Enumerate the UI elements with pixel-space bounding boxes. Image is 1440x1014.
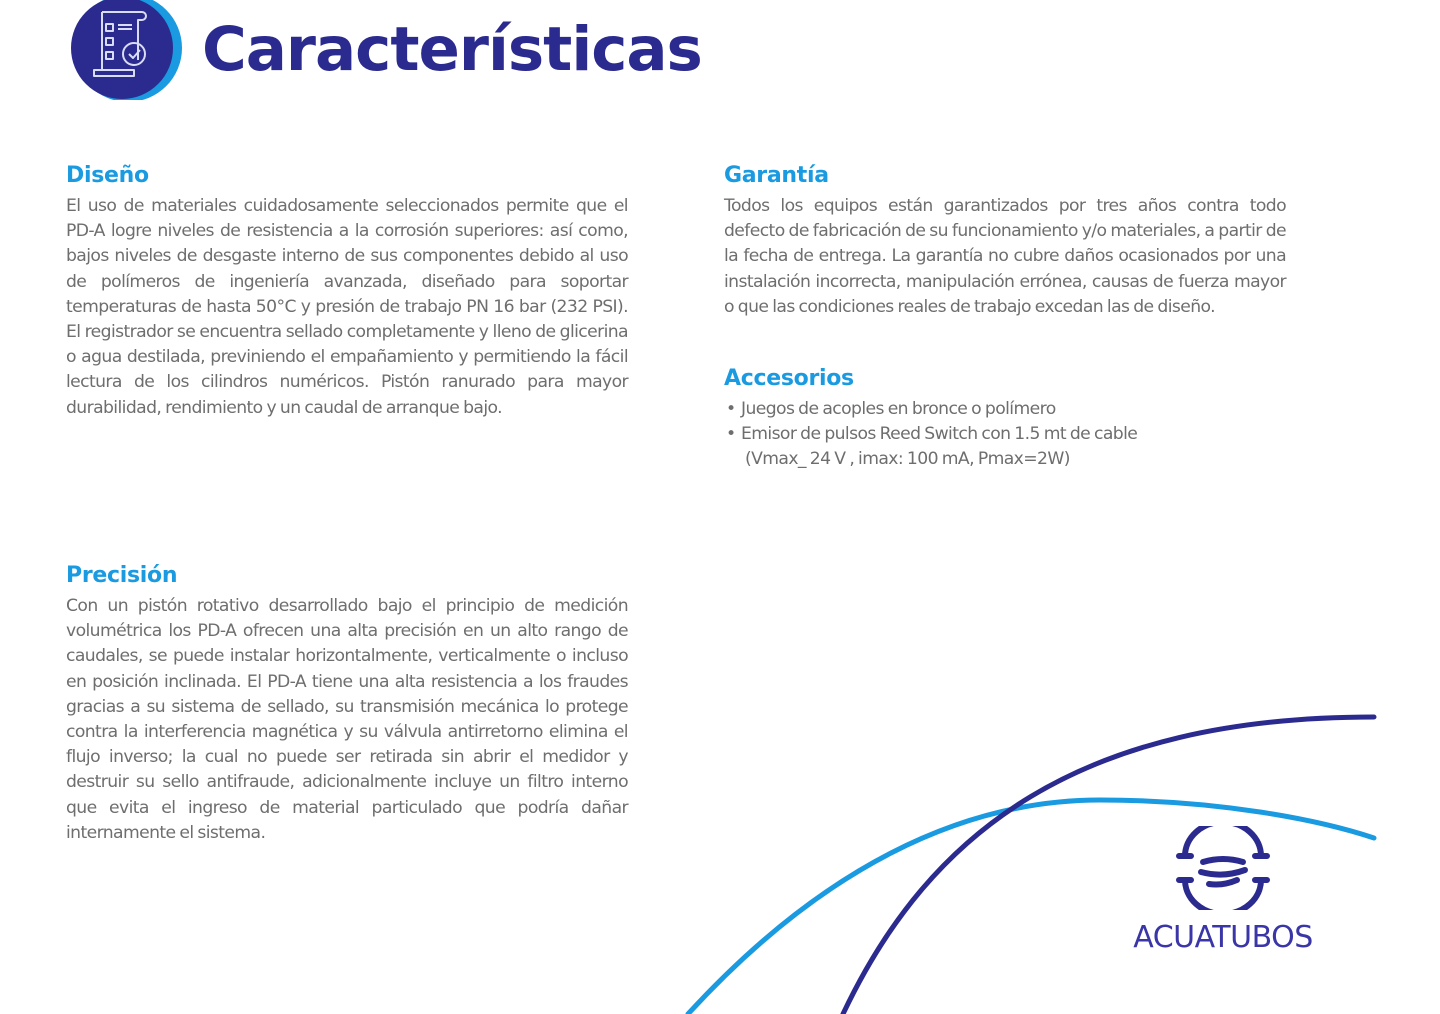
brand-name: ACUATUBOS — [1133, 920, 1313, 955]
section-heading-garantia: Garantía — [724, 163, 829, 188]
list-item-continuation: (Vmax_ 24 V , imax: 100 mA, Pmax=2W) — [745, 449, 1070, 470]
accessories-list — [724, 397, 1284, 473]
section-accesorios — [724, 365, 1284, 473]
section-body-precision: Con un pistón rotativo desarrollado bajo el principio de medición volumétrica los PD-A ofrecen una alta precisión en un alto rango de caudales, se puede instalar horizontalmente, verticalmente o incluso en posición inclinada. El PD-A tiene una alta resistencia a los fraudes gracias a su sistema de sellado, su transmisión mecánica lo protege contra la interferencia magnética y su válvula antirretorno elimina el flujo inverso; la cual no puede ser retirada sin abrir el medidor y destruir su sello antifraude, adicionalmente incluye un filtro interno que evita el ingreso de material particulado que podría dañar internamente el sistema. — [66, 596, 628, 843]
section-precision — [66, 562, 628, 846]
brand-logo — [1118, 826, 1328, 956]
bullet-icon: • — [726, 424, 736, 445]
section-diseno — [66, 162, 628, 421]
section-body-diseno: El uso de materiales cuidadosamente seleccionados permite que el PD-A logre niveles de resistencia a la corrosión superiores: así como, bajos niveles de desgaste interno de sus componentes debido al uso de polímeros de ingeniería avanzada, diseñado para soportar temperaturas de hasta 50°C y presión de trabajo PN 16 bar (232 PSI). El registrador se encuentra sellado completamente y lleno de glicerina o agua destilada, previniendo el empañamiento y permitiendo la fácil lectura de los cilindros numéricos. Pistón ranurado para mayor durabilidad, rendimiento y un caudal de arranque bajo. — [66, 196, 628, 418]
bullet-icon: • — [726, 399, 736, 419]
list-item — [724, 422, 1284, 472]
section-body-garantia: Todos los equipos están garantizados por tres años contra todo defecto de fabricación de su funcionamiento y/o materiales, a partir de la fecha de entrega. La garantía no cubre daños ocasionados por una instalación incorrecta, manipulación errónea, causas de fuerza mayor o que las condiciones reales de trabajo excedan las de diseño. — [724, 196, 1286, 317]
list-item-text: Emisor de pulsos Reed Switch con 1.5 mt de cable — [741, 424, 1138, 445]
list-item — [724, 397, 1284, 422]
section-heading-precision: Precisión — [66, 563, 178, 588]
section-heading-accesorios: Accesorios — [724, 366, 854, 391]
section-garantia — [724, 162, 1286, 320]
list-item-text: Juegos de acoples en bronce o polímero — [741, 399, 1056, 419]
section-heading-diseno: Diseño — [66, 163, 149, 188]
page-title: Características — [202, 14, 702, 85]
checklist-document-icon — [66, 0, 186, 100]
acuatubos-logo-icon — [1175, 826, 1271, 910]
